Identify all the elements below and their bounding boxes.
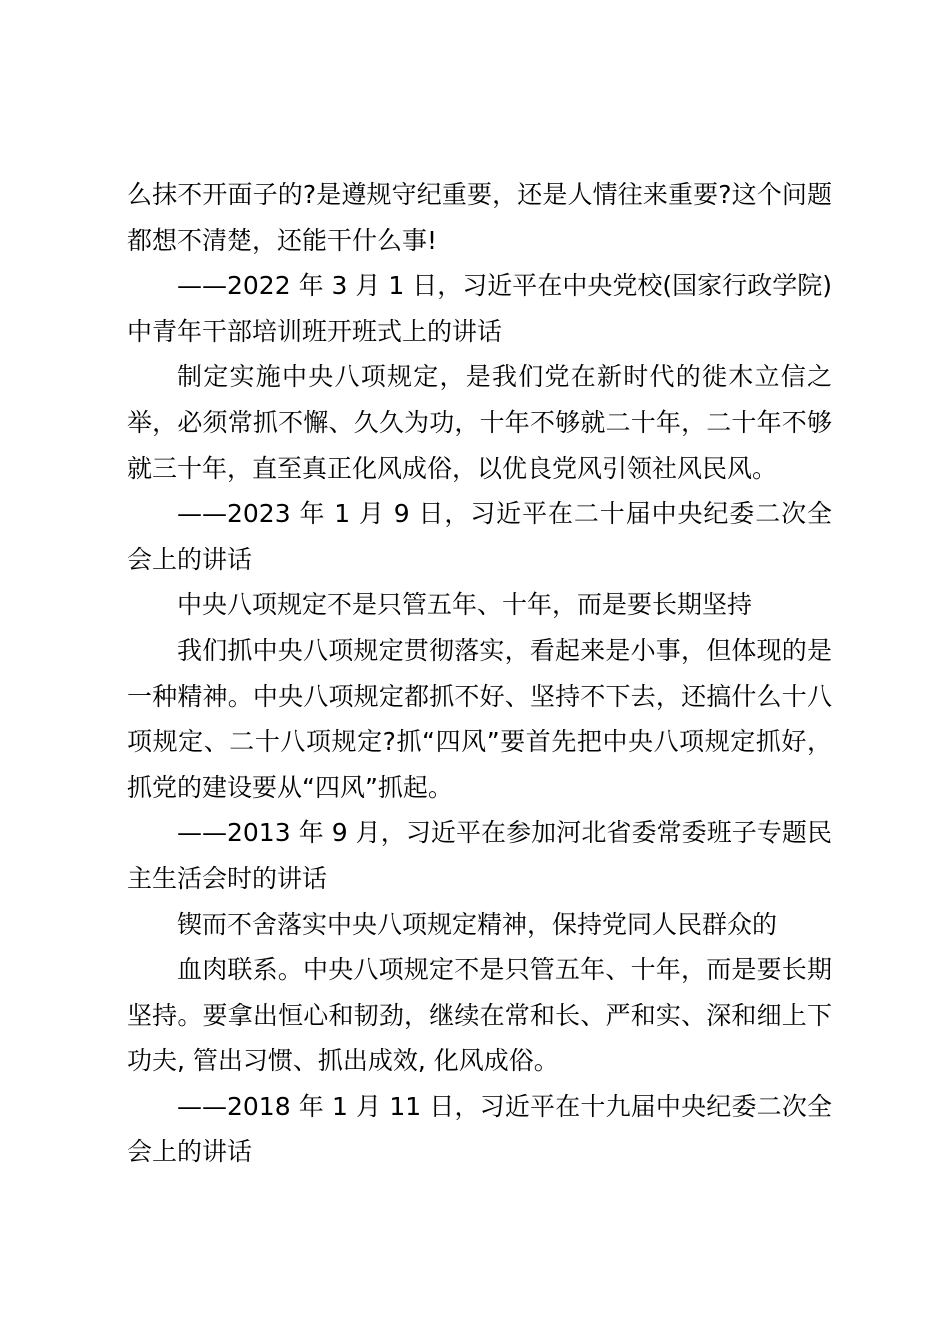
paragraph: 制定实施中央八项规定，是我们党在新时代的徙木立信之举，必须常抓不懈、久久为功，十年不够就二十年，二十年不够就三十年，直至真正化风成俗，以优良党风引领社风民风。 bbox=[127, 362, 832, 483]
paragraph: 锲而不舍落实中央八项规定精神，保持党同人民群众的 bbox=[177, 909, 778, 939]
citation: ——2018 年 1 月 11 日，习近平在十九届中央纪委二次全会上的讲话 bbox=[127, 1091, 832, 1167]
citation: ——2023 年 1 月 9 日，习近平在二十届中央纪委二次全会上的讲话 bbox=[127, 499, 832, 574]
paragraph: 么抹不开面子的?是遵规守纪重要，还是人情往来重要?这个问题都想不清楚，还能干什么事! bbox=[127, 180, 832, 255]
citation: ——2013 年 9 月，习近平在参加河北省委常委班子专题民主生活会时的讲话 bbox=[127, 818, 832, 893]
paragraph: 我们抓中央八项规定贯彻落实，看起来是小事，但体现的是一种精神。中央八项规定都抓不好、坚持不下去，还搞什么十八项规定、二十八项规定?抓“四风”要首先把中央八项规定抓好，抓党的建设要从“四风”抓起。 bbox=[127, 635, 832, 802]
paragraph: 血肉联系。中央八项规定不是只管五年、十年，而是要长期坚持。要拿出恒心和韧劲，继续在常和长、严和实、深和细上下功夫, 管出习惯、抓出成效, 化风成俗。 bbox=[127, 955, 832, 1076]
section-heading: 中央八项规定不是只管五年、十年，而是要长期坚持 bbox=[177, 590, 753, 620]
citation: ——2022 年 3 月 1 日，习近平在中央党校(国家行政学院)中青年干部培训班开班式上的讲话 bbox=[127, 271, 832, 346]
document-body bbox=[127, 172, 832, 1175]
